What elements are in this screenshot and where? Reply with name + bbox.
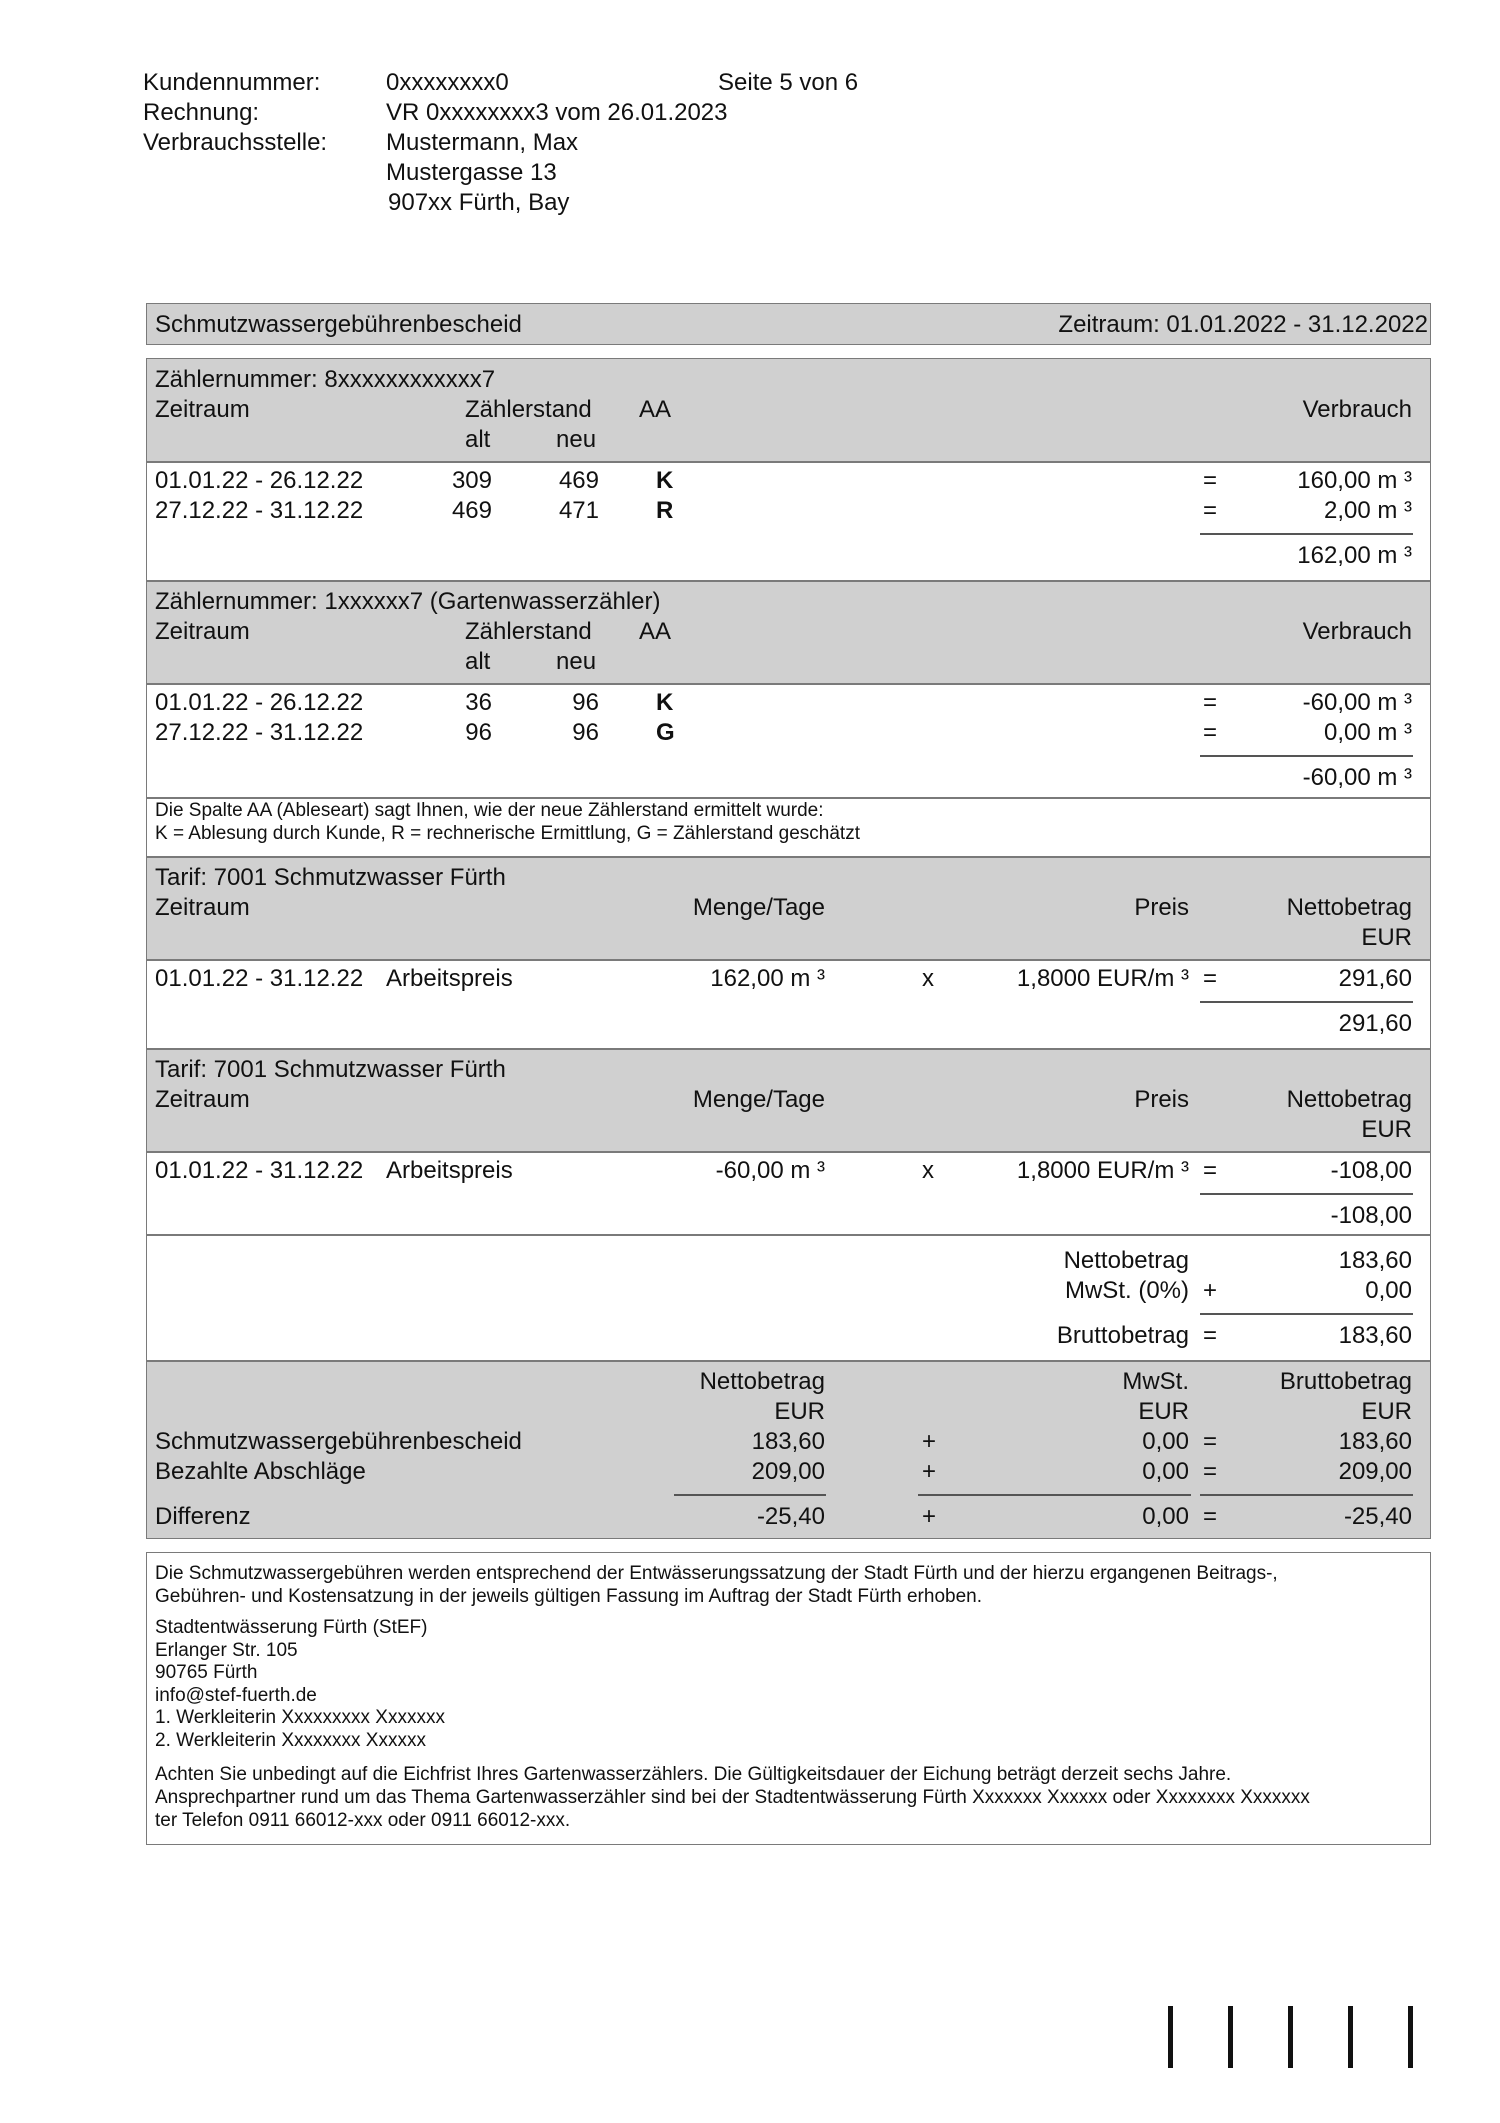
difference-equals: = [1203, 1503, 1218, 1530]
meter2-number: Zählernummer: 1xxxxxx7 (Gartenwasserzähler) [155, 588, 661, 615]
vat-operator: + [1203, 1277, 1218, 1304]
summary-col-vat: MwSt. [1122, 1368, 1189, 1395]
gross-label: Bruttobetrag [1056, 1322, 1189, 1349]
sum-line [1200, 1001, 1413, 1003]
sum-line [674, 1494, 826, 1496]
invoice-label: Rechnung: [143, 99, 260, 126]
calibration-note-line: Achten Sie unbedingt auf die Eichfrist Ihres Gartenwasserzählers. Die Gültigkeitsdauer der Eichung beträgt derzeit sechs Jahre. [155, 1764, 1232, 1785]
customer-name: Mustermann, Max [386, 129, 579, 156]
main-table-border [146, 358, 1431, 1539]
tariff1-col-net: Nettobetrag [1286, 894, 1412, 921]
print-mark [1288, 2006, 1293, 2068]
row-new-reading: 96 [572, 689, 599, 716]
sum-line [918, 1494, 1191, 1496]
row-times: x [922, 965, 934, 992]
sum-line [1200, 533, 1413, 535]
meter2-col-reading: Zählerstand [465, 618, 592, 645]
summary-row-vat: 0,00 [1142, 1428, 1189, 1455]
row-old-reading: 469 [451, 497, 492, 524]
tariff2-col-price: Preis [1134, 1086, 1189, 1113]
page-number: Seite 5 von 6 [718, 69, 859, 96]
summary-row-gross: 209,00 [1338, 1458, 1412, 1485]
net-value: 183,60 [1338, 1247, 1412, 1274]
customer-city: 907xx Fürth, Bay [388, 189, 570, 216]
rule [146, 580, 1431, 582]
row-equals: = [1203, 497, 1218, 524]
row-period: 27.12.22 - 31.12.22 [155, 719, 364, 746]
tariff2-col-quantity: Menge/Tage [692, 1086, 825, 1113]
row-description: Arbeitspreis [386, 965, 513, 992]
sum-line [1200, 1313, 1413, 1315]
summary-col-vat-currency: EUR [1138, 1398, 1189, 1425]
address-line: 90765 Fürth [155, 1662, 258, 1683]
note-line: K = Ablesung durch Kunde, R = rechnerische Ermittlung, G = Zählerstand geschätzt [155, 823, 860, 844]
document-title: Schmutzwassergebührenbescheid [155, 311, 522, 338]
summary-row-net: 209,00 [751, 1458, 825, 1485]
meter1-col-new: neu [556, 426, 597, 453]
summary-row-plus: + [922, 1458, 937, 1485]
difference-label: Differenz [155, 1503, 251, 1530]
print-mark [1228, 2006, 1233, 2068]
meter2-col-new: neu [556, 648, 597, 675]
note-line: Die Spalte AA (Ableseart) sagt Ihnen, wie der neue Zählerstand ermittelt wurde: [155, 800, 824, 821]
row-period: 01.01.22 - 26.12.22 [155, 689, 364, 716]
summary-col-net-currency: EUR [774, 1398, 825, 1425]
meter2-col-aa: AA [639, 618, 672, 645]
row-period: 01.01.22 - 26.12.22 [155, 467, 364, 494]
tariff1-total: 291,60 [1338, 1010, 1412, 1037]
rule [146, 1234, 1431, 1236]
summary-row-label: Bezahlte Abschläge [155, 1458, 366, 1485]
row-usage: -60,00 m ³ [1302, 689, 1412, 716]
row-new-reading: 469 [558, 467, 599, 494]
address-line: info@stef-fuerth.de [155, 1685, 317, 1706]
difference-net: -25,40 [756, 1503, 825, 1530]
tariff2-col-currency: EUR [1361, 1116, 1412, 1143]
summary-row-net: 183,60 [751, 1428, 825, 1455]
row-usage: 0,00 m ³ [1323, 719, 1412, 746]
address-line: 1. Werkleiterin Xxxxxxxxx Xxxxxxx [155, 1707, 445, 1728]
rule [146, 959, 1431, 961]
meter1-col-reading: Zählerstand [465, 396, 592, 423]
rule [146, 856, 1431, 858]
summary-row-plus: + [922, 1428, 937, 1455]
address-line: 2. Werkleiterin Xxxxxxxx Xxxxxx [155, 1730, 426, 1751]
summary-row-gross: 183,60 [1338, 1428, 1412, 1455]
customer-number-label: Kundennummer: [143, 69, 321, 96]
difference-plus: + [922, 1503, 937, 1530]
billing-period: Zeitraum: 01.01.2022 - 31.12.2022 [1058, 311, 1428, 338]
row-period: 27.12.22 - 31.12.22 [155, 497, 364, 524]
row-quantity: -60,00 m ³ [715, 1157, 825, 1184]
invoice-value: VR 0xxxxxxxx3 vom 26.01.2023 [386, 99, 728, 126]
row-unit-price: 1,8000 EUR/m ³ [1016, 1157, 1189, 1184]
row-new-reading: 471 [558, 497, 599, 524]
rule [146, 461, 1431, 463]
summary-row-equals: = [1203, 1458, 1218, 1485]
meter2-col-old: alt [465, 648, 491, 675]
legal-note-line: Gebühren- und Kostensatzung in der jeweils gültigen Fassung im Auftrag der Stadt Fürth erhoben. [155, 1586, 982, 1607]
row-description: Arbeitspreis [386, 1157, 513, 1184]
tariff2-total: -108,00 [1330, 1202, 1412, 1229]
row-quantity: 162,00 m ³ [710, 965, 825, 992]
row-new-reading: 96 [572, 719, 599, 746]
sum-line [1200, 1193, 1413, 1195]
row-times: x [922, 1157, 934, 1184]
meter2-col-period: Zeitraum [155, 618, 250, 645]
meter1-total: 162,00 m ³ [1297, 542, 1412, 569]
row-equals: = [1203, 965, 1218, 992]
row-read-type: K [656, 689, 674, 716]
gross-value: 183,60 [1338, 1322, 1412, 1349]
tariff1-col-price: Preis [1134, 894, 1189, 921]
customer-number-value: 0xxxxxxxx0 [386, 69, 509, 96]
rule [146, 1360, 1431, 1362]
row-equals: = [1203, 689, 1218, 716]
print-mark [1348, 2006, 1353, 2068]
net-label: Nettobetrag [1063, 1247, 1189, 1274]
tariff2-title: Tarif: 7001 Schmutzwasser Fürth [155, 1056, 506, 1083]
rule [146, 1151, 1431, 1153]
row-read-type: R [656, 497, 674, 524]
address-line: Stadtentwässerung Fürth (StEF) [155, 1617, 428, 1638]
row-unit-price: 1,8000 EUR/m ³ [1016, 965, 1189, 992]
vat-label: MwSt. (0%) [1064, 1277, 1189, 1304]
row-equals: = [1203, 1157, 1218, 1184]
tariff1-col-currency: EUR [1361, 924, 1412, 951]
meter2-total: -60,00 m ³ [1302, 764, 1412, 791]
row-usage: 160,00 m ³ [1297, 467, 1412, 494]
summary-row-vat: 0,00 [1142, 1458, 1189, 1485]
meter1-number: Zählernummer: 8xxxxxxxxxxxx7 [155, 366, 496, 393]
print-mark [1408, 2006, 1413, 2068]
row-old-reading: 36 [465, 689, 492, 716]
row-read-type: K [656, 467, 674, 494]
row-usage: 2,00 m ³ [1323, 497, 1412, 524]
summary-col-gross-currency: EUR [1361, 1398, 1412, 1425]
difference-vat: 0,00 [1142, 1503, 1189, 1530]
tariff1-col-quantity: Menge/Tage [692, 894, 825, 921]
row-equals: = [1203, 719, 1218, 746]
row-net-amount: -108,00 [1330, 1157, 1412, 1184]
sum-line [1200, 755, 1413, 757]
row-net-amount: 291,60 [1338, 965, 1412, 992]
row-old-reading: 309 [451, 467, 492, 494]
summary-row-equals: = [1203, 1428, 1218, 1455]
row-read-type: G [656, 719, 675, 746]
summary-col-gross: Bruttobetrag [1279, 1368, 1412, 1395]
row-period: 01.01.22 - 31.12.22 [155, 1157, 364, 1184]
sum-line [1200, 1494, 1413, 1496]
meter2-col-usage: Verbrauch [1302, 618, 1412, 645]
tariff2-col-period: Zeitraum [155, 1086, 250, 1113]
tariff2-col-net: Nettobetrag [1286, 1086, 1412, 1113]
vat-value: 0,00 [1365, 1277, 1412, 1304]
print-mark [1168, 2006, 1173, 2068]
legal-note-line: Die Schmutzwassergebühren werden entsprechend der Entwässerungssatzung der Stadt Fürth und der hierzu ergangenen Beitrags-, [155, 1563, 1278, 1584]
difference-gross: -25,40 [1343, 1503, 1412, 1530]
consumption-site-label: Verbrauchsstelle: [143, 129, 328, 156]
summary-row-label: Schmutzwassergebührenbescheid [155, 1428, 522, 1455]
rule [146, 1048, 1431, 1050]
address-line: Erlanger Str. 105 [155, 1640, 298, 1661]
meter1-col-aa: AA [639, 396, 672, 423]
calibration-note-line: Ansprechpartner rund um das Thema Gartenwasserzähler sind bei der Stadtentwässerung Fürth Xxxxxxx Xxxxxx oder Xxxxxxxx Xxxxxxx [155, 1787, 1310, 1808]
row-period: 01.01.22 - 31.12.22 [155, 965, 364, 992]
summary-col-net: Nettobetrag [699, 1368, 825, 1395]
calibration-note-line: ter Telefon 0911 66012-xxx oder 0911 66012-xxx. [155, 1810, 571, 1831]
meter1-col-period: Zeitraum [155, 396, 250, 423]
gross-operator: = [1203, 1322, 1218, 1349]
customer-street: Mustergasse 13 [386, 159, 557, 186]
tariff1-col-period: Zeitraum [155, 894, 250, 921]
tariff1-title: Tarif: 7001 Schmutzwasser Fürth [155, 864, 506, 891]
row-equals: = [1203, 467, 1218, 494]
rule [146, 683, 1431, 685]
meter1-col-usage: Verbrauch [1302, 396, 1412, 423]
row-old-reading: 96 [465, 719, 492, 746]
meter1-col-old: alt [465, 426, 491, 453]
